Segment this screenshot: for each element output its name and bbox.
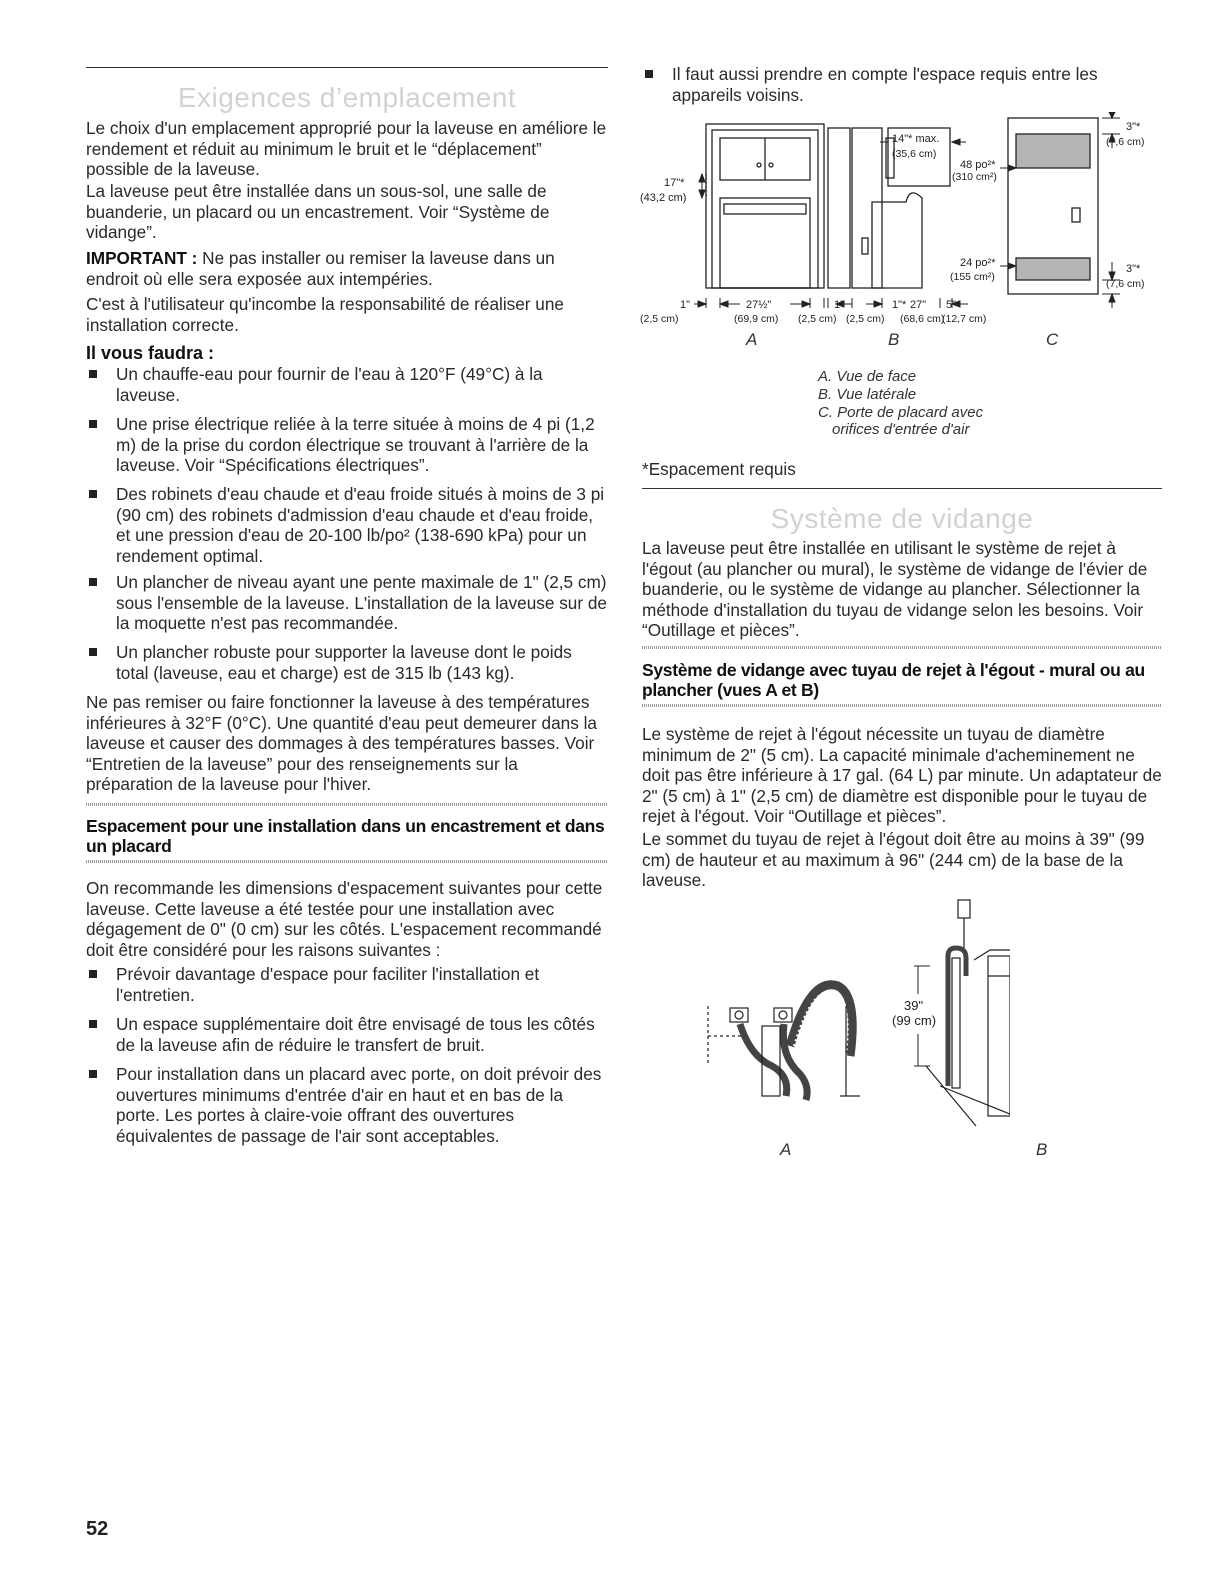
dim-39: 39" [904,998,924,1013]
list-item: Il faut aussi prendre en compte l'espace requis entre les appareils voisins. [642,64,1162,105]
hatch-rule [642,704,1162,707]
spacing-intro: On recommande les dimensions d'espacement suivantes pour cette laveuse. Cette laveuse a été testée pour une installation avec dégagement de 0" (0 cm) sur les côtés. L'espacement recommandé doit être considéré pour les raisons suivantes : [86,878,603,960]
caption-b: B. Vue latérale [818,386,917,403]
page-number: 52 [86,1518,109,1540]
list-item: Prévoir davantage d'espace pour faciliter l'installation et l'entretien. [86,964,608,1005]
caption-a: A. Vue de face [818,368,917,385]
caption-c: C. Porte de placard avec [818,404,984,421]
drain-heading: Système de vidange avec tuyau de rejet à l'égout - mural ou au plancher (vues A et B) [642,660,1145,700]
dim-3-top-cm: (7,6 cm) [1106,136,1145,148]
list-item: Un plancher robuste pour supporter la laveuse dont le poids total (laveuse, eau et charge) est de 315 lb (143 kg). [86,642,608,683]
spacing-heading: Espacement pour une installation dans un encastrement et dans un placard [86,816,605,856]
dim-1-cm: (2,5 cm) [640,313,679,325]
front-view [706,124,824,288]
list-item: Un chauffe-eau pour fournir de l'eau à 120°F (49°C) à la laveuse. [86,364,608,405]
important-note [86,248,608,289]
location-places: La laveuse peut être installée dans un sous-sol, une salle de buanderie, un placard ou un encastrement. Voir “Système de vidange”. [86,181,550,242]
dim-3-bottom: 3"* [1126,263,1141,275]
dim-17-cm: (43,2 cm) [640,192,687,204]
list-item: Un plancher de niveau ayant une pente maximale de 1" (2,5 cm) sous l'ensemble de la laveuse. L'installation de la laveuse sur de la moquette n'est pas recommandée. [86,572,608,634]
top-rule [86,67,608,68]
dim-14: 14"* max. [892,133,940,145]
view-label-a: A [746,330,758,349]
dim-3-top: 3"* [1126,121,1141,133]
hatch-rule [642,646,1162,649]
dim-24: 24 po²* [960,257,996,269]
side-view-dims [828,139,968,308]
view-label-c: C [1046,330,1059,349]
dim-1c-cm: (2,5 cm) [846,313,885,325]
important-label: IMPORTANT : [86,248,198,268]
drain-label-b: B [1036,1140,1048,1159]
dim-1b-cm: (2,5 cm) [798,313,837,325]
dim-3-bottom-cm: (7,6 cm) [1106,278,1145,290]
section-title-drain: Système de vidange [770,503,1034,534]
drain-label-a: A [780,1140,792,1159]
section-title-location: Exigences d’emplacement [177,82,517,113]
location-intro: Le choix d'un emplacement approprié pour la laveuse en améliore le rendement et réduit au minimum le bruit et le “déplacement” possible de la laveuse. [86,118,607,179]
responsibility-note: C'est à l'utilisateur qu'incombe la responsabilité de réaliser une installation correcte. [86,294,564,335]
dim-27h-cm: (69,9 cm) [734,313,779,325]
list-item: Une prise électrique reliée à la terre située à moins de 4 pi (1,2 m) de la prise du cordon électrique se trouvant à l'arrière de la laveuse. Voir “Spécifications électriques”. [86,414,608,476]
drain-requirements: Le système de rejet à l'égout nécessite un tuyau de diamètre minimum de 2" (5 cm). La capacité minimale d'acheminement ne doit pas être inférieure à 17 gal. (64 L) par minute. Un adaptateur de 2" (5 cm) à 1" (2,5 cm) de diamètre est disponible pour le tuyau de rejet à l'égout. Voir “Outillage et pièces”. [642,724,1162,826]
needs-heading: Il vous faudra : [86,343,215,363]
wall-drain-view [708,985,860,1100]
dim-48-cm: (310 cm²) [952,171,997,183]
drain-intro: La laveuse peut être installée en utilisant le système de rejet à l'égout (au plancher ou mural), le système de vidange de l'évier de buanderie, ou le système de vidange au plancher. Sélectionner la méthode d'installation du tuyau de vidange selon les besoins. Voir “Outillage et pièces”. [642,538,1148,640]
dim-1b: 1" [834,299,845,311]
dim-39-cm: (99 cm) [892,1013,937,1028]
list-item: Pour installation dans un placard avec porte, on doit prévoir des ouvertures minimums d'entrée d'air en haut et en bas de la porte. Les portes à claire-voie offrant des ouvertures équivalentes de passage de l'air sont acceptables. [86,1064,608,1146]
view-label-b: B [888,330,900,349]
door-view [1008,118,1098,294]
section-rule [642,488,1162,489]
temperature-warning: Ne pas remiser ou faire fonctionner la laveuse à des températures inférieures à 32°F (0°C). Une quantité d'eau peut demeurer dans la laveuse et causer des dommages à des températures basses. Voir “Entretien de la laveuse” pour des renseignements sur la préparation de la laveuse pour l'hiver. [86,692,597,794]
list-item: Un espace supplémentaire doit être envisagé de tous les côtés de la laveuse afin de réduire le transfert de bruit. [86,1014,608,1055]
list-item: Des robinets d'eau chaude et d'eau froide situés à moins de 3 pi (90 cm) des robinets d'admission d'eau chaude et d'eau froide, et une pression d'eau de 20-100 lb/po² (138-690 kPa) pour un rendement optimal. [86,484,608,566]
clearance-diagram [640,112,1160,352]
dim-1: 1" [680,299,691,311]
drain-height: Le sommet du tuyau de rejet à l'égout doit être au moins à 39" (99 cm) de hauteur et au maximum à 96" (244 cm) de la base de la laveuse. [642,829,1145,890]
dim-27h: 27½" [746,299,772,311]
dim-14-cm: (35,6 cm) [892,148,937,160]
required-spacing-note: *Espacement requis [642,459,796,479]
dim-24-cm: (155 cm²) [950,271,995,283]
dim-27-cm: (68,6 cm) [900,313,945,325]
dim-5: 5"* [946,299,961,311]
dim-1c: 1"* [892,299,907,311]
washer-view [926,900,1010,1126]
dim-27: 27" [910,299,927,311]
caption-c-cont: orifices d'entrée d'air [832,421,970,438]
dim-48: 48 po²* [960,159,996,171]
drain-diagram [690,896,1010,1136]
hatch-rule [86,803,608,806]
dim-17: 17"* [664,177,685,189]
hatch-rule [86,860,608,863]
important-text: Ne pas installer ou remiser la laveuse dans un endroit où elle sera exposée aux intempéries. [86,248,555,289]
dim-5-cm: (12,7 cm) [942,313,987,325]
